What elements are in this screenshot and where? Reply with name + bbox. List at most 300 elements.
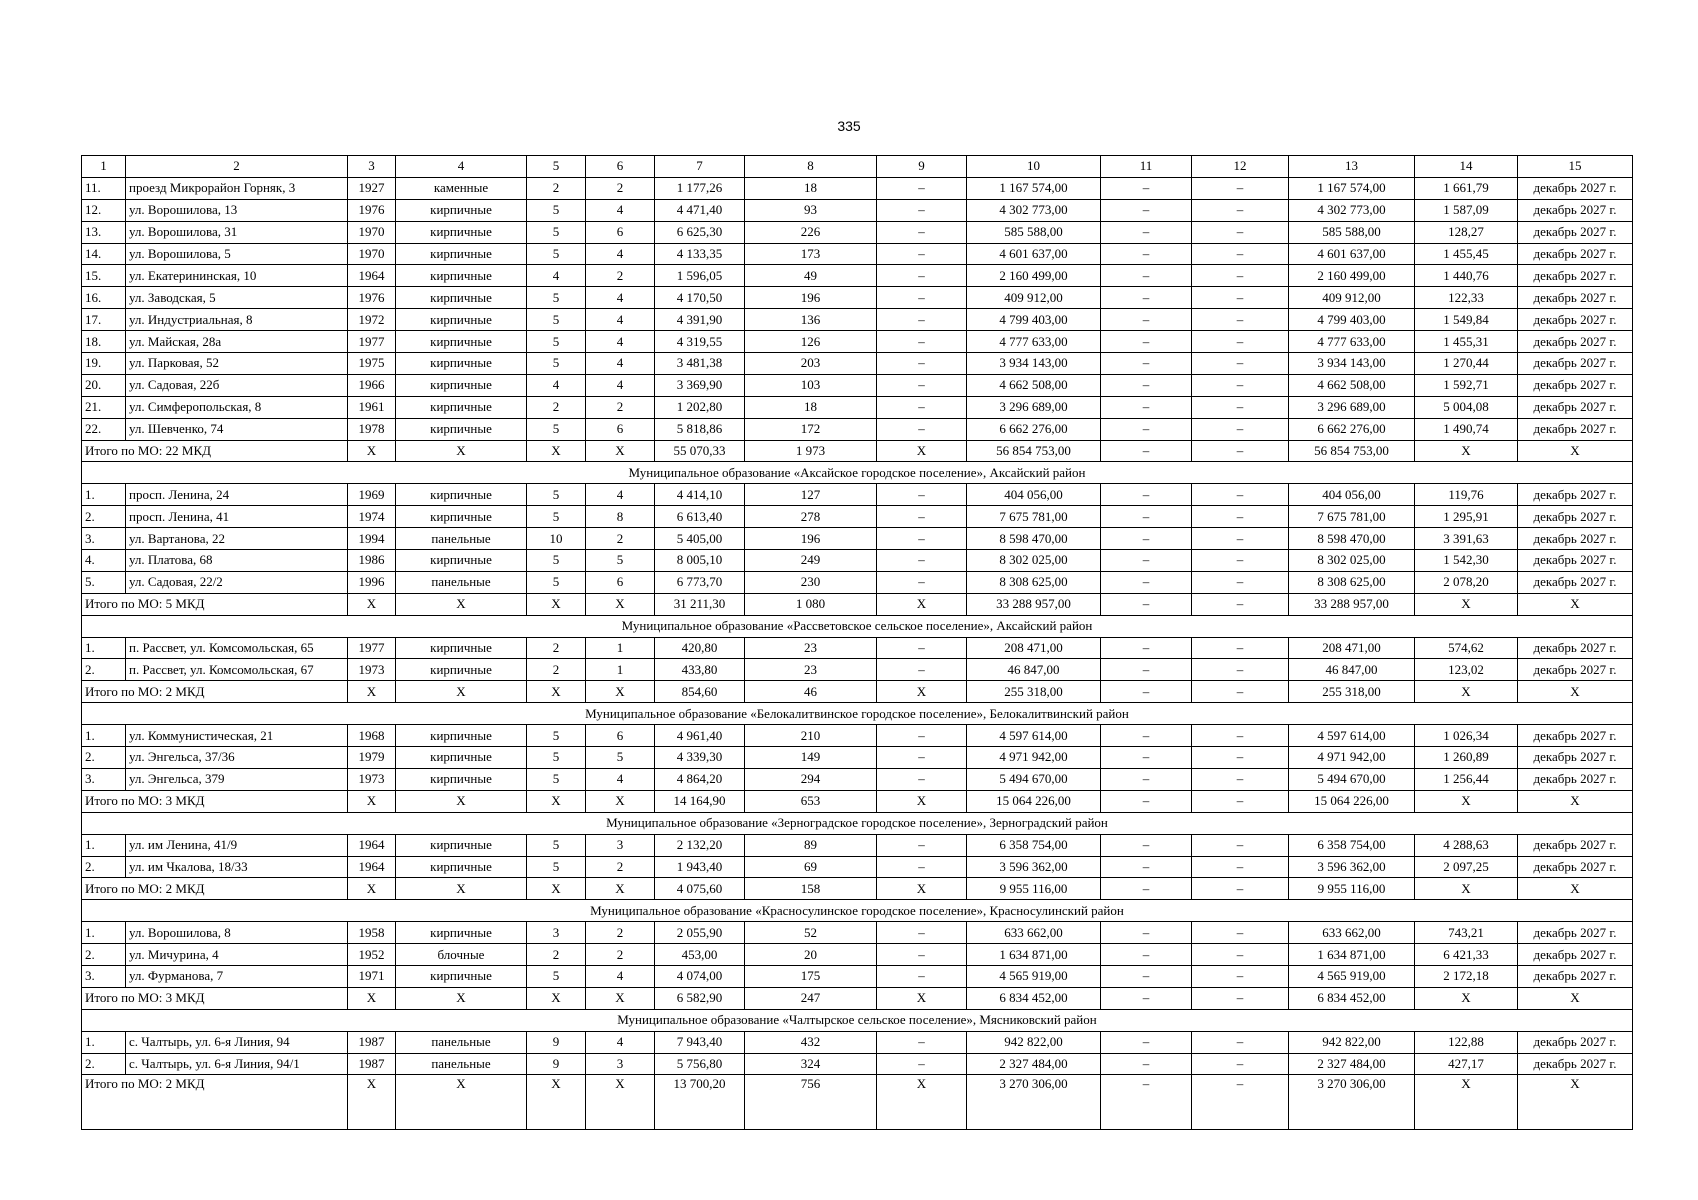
table-cell-col-7: 1 177,26 — [655, 177, 745, 199]
total-cell-col-5: X — [527, 1075, 586, 1130]
total-cell-col-8: 653 — [745, 790, 877, 812]
table-cell-col-13: 8 598 470,00 — [1289, 528, 1415, 550]
table-cell-col-13: 5 494 670,00 — [1289, 768, 1415, 790]
table-cell-col-12: – — [1192, 1031, 1289, 1053]
table-cell-col-4: кирпичные — [396, 768, 527, 790]
total-cell-col-12: – — [1192, 440, 1289, 462]
table-cell-col-15: декабрь 2027 г. — [1518, 199, 1633, 221]
table-cell-col-13: 409 912,00 — [1289, 287, 1415, 309]
table-cell-col-8: 294 — [745, 768, 877, 790]
total-label: Итого по МО: 3 МКД — [82, 987, 348, 1009]
table-cell-col-13: 3 934 143,00 — [1289, 353, 1415, 375]
table-cell-col-12: – — [1192, 506, 1289, 528]
table-cell-col-2: ул. им Ленина, 41/9 — [126, 834, 348, 856]
total-cell-col-5: X — [527, 987, 586, 1009]
table-cell-col-12: – — [1192, 396, 1289, 418]
total-cell-col-4: X — [396, 593, 527, 615]
table-cell-col-10: 8 302 025,00 — [967, 550, 1101, 572]
table-cell-col-11: – — [1101, 199, 1192, 221]
table-cell-col-14: 4 288,63 — [1415, 834, 1518, 856]
table-cell-col-2: ул. Платова, 68 — [126, 550, 348, 572]
table-cell-col-9: – — [877, 528, 967, 550]
table-cell-col-10: 4 971 942,00 — [967, 747, 1101, 769]
table-cell-col-2: ул. Энгельса, 37/36 — [126, 747, 348, 769]
table-cell-col-6: 4 — [586, 768, 655, 790]
table-cell-col-2: ул. Заводская, 5 — [126, 287, 348, 309]
total-cell-col-13: 15 064 226,00 — [1289, 790, 1415, 812]
total-cell-col-12: – — [1192, 790, 1289, 812]
table-cell-col-3: 1966 — [348, 374, 396, 396]
column-header-12: 12 — [1192, 156, 1289, 178]
table-cell-col-13: 7 675 781,00 — [1289, 506, 1415, 528]
table-cell-col-6: 4 — [586, 287, 655, 309]
table-cell-col-1: 1. — [82, 484, 126, 506]
table-cell-col-4: кирпичные — [396, 637, 527, 659]
table-cell-col-15: декабрь 2027 г. — [1518, 856, 1633, 878]
table-cell-col-11: – — [1101, 856, 1192, 878]
table-cell-col-9: – — [877, 768, 967, 790]
table-cell-col-4: кирпичные — [396, 353, 527, 375]
total-cell-col-8: 1 080 — [745, 593, 877, 615]
table-cell-col-6: 3 — [586, 1053, 655, 1075]
table-cell-col-1: 2. — [82, 944, 126, 966]
table-cell-col-15: декабрь 2027 г. — [1518, 506, 1633, 528]
table-cell-col-3: 1958 — [348, 922, 396, 944]
table-cell-col-1: 16. — [82, 287, 126, 309]
table-row — [82, 1031, 1633, 1053]
table-cell-col-8: 127 — [745, 484, 877, 506]
table-cell-col-14: 5 004,08 — [1415, 396, 1518, 418]
table-row — [82, 177, 1633, 199]
total-cell-col-9: X — [877, 987, 967, 1009]
total-cell-col-10: 33 288 957,00 — [967, 593, 1101, 615]
table-cell-col-14: 119,76 — [1415, 484, 1518, 506]
table-cell-col-9: – — [877, 418, 967, 440]
table-row — [82, 396, 1633, 418]
table-cell-col-15: декабрь 2027 г. — [1518, 725, 1633, 747]
table-cell-col-9: – — [877, 834, 967, 856]
total-cell-col-14: X — [1415, 987, 1518, 1009]
table-cell-col-4: кирпичные — [396, 396, 527, 418]
total-cell-col-5: X — [527, 878, 586, 900]
table-cell-col-14: 1 440,76 — [1415, 265, 1518, 287]
table-cell-col-13: 3 596 362,00 — [1289, 856, 1415, 878]
table-cell-col-13: 208 471,00 — [1289, 637, 1415, 659]
table-cell-col-10: 8 308 625,00 — [967, 571, 1101, 593]
table-cell-col-8: 226 — [745, 221, 877, 243]
total-cell-col-10: 3 270 306,00 — [967, 1075, 1101, 1130]
table-cell-col-3: 1964 — [348, 856, 396, 878]
municipality-heading-row — [82, 1009, 1633, 1031]
total-row — [82, 987, 1633, 1009]
table-cell-col-10: 2 160 499,00 — [967, 265, 1101, 287]
table-cell-col-7: 4 319,55 — [655, 331, 745, 353]
table-row — [82, 506, 1633, 528]
table-cell-col-12: – — [1192, 331, 1289, 353]
table-cell-col-5: 2 — [527, 637, 586, 659]
total-row — [82, 681, 1633, 703]
table-cell-col-1: 20. — [82, 374, 126, 396]
total-cell-col-8: 756 — [745, 1075, 877, 1130]
total-cell-col-15: X — [1518, 1075, 1633, 1130]
column-header-6: 6 — [586, 156, 655, 178]
table-cell-col-8: 52 — [745, 922, 877, 944]
table-cell-col-5: 5 — [527, 221, 586, 243]
column-header-8: 8 — [745, 156, 877, 178]
table-cell-col-12: – — [1192, 725, 1289, 747]
table-cell-col-11: – — [1101, 287, 1192, 309]
table-cell-col-3: 1979 — [348, 747, 396, 769]
table-cell-col-14: 2 172,18 — [1415, 965, 1518, 987]
table-cell-col-2: ул. им Чкалова, 18/33 — [126, 856, 348, 878]
table-cell-col-5: 5 — [527, 331, 586, 353]
table-cell-col-9: – — [877, 484, 967, 506]
table-row — [82, 1053, 1633, 1075]
table-cell-col-4: кирпичные — [396, 856, 527, 878]
total-row — [82, 593, 1633, 615]
table-cell-col-6: 6 — [586, 418, 655, 440]
table-cell-col-6: 2 — [586, 265, 655, 287]
total-cell-col-14: X — [1415, 593, 1518, 615]
table-cell-col-15: декабрь 2027 г. — [1518, 834, 1633, 856]
column-header-3: 3 — [348, 156, 396, 178]
table-cell-col-11: – — [1101, 484, 1192, 506]
table-cell-col-1: 15. — [82, 265, 126, 287]
table-cell-col-4: кирпичные — [396, 199, 527, 221]
table-cell-col-11: – — [1101, 418, 1192, 440]
table-cell-col-2: п. Рассвет, ул. Комсомольская, 67 — [126, 659, 348, 681]
table-cell-col-4: кирпичные — [396, 659, 527, 681]
table-cell-col-8: 432 — [745, 1031, 877, 1053]
table-cell-col-3: 1964 — [348, 834, 396, 856]
total-cell-col-10: 15 064 226,00 — [967, 790, 1101, 812]
table-cell-col-10: 5 494 670,00 — [967, 768, 1101, 790]
table-cell-col-14: 743,21 — [1415, 922, 1518, 944]
table-cell-col-15: декабрь 2027 г. — [1518, 331, 1633, 353]
table-cell-col-8: 18 — [745, 396, 877, 418]
table-row — [82, 768, 1633, 790]
table-cell-col-6: 4 — [586, 309, 655, 331]
table-row — [82, 944, 1633, 966]
table-row — [82, 199, 1633, 221]
total-cell-col-15: X — [1518, 440, 1633, 462]
table-cell-col-8: 18 — [745, 177, 877, 199]
table-cell-col-14: 122,88 — [1415, 1031, 1518, 1053]
table-cell-col-13: 6 662 276,00 — [1289, 418, 1415, 440]
table-cell-col-10: 4 777 633,00 — [967, 331, 1101, 353]
municipality-heading-row — [82, 812, 1633, 834]
table-cell-col-11: – — [1101, 944, 1192, 966]
table-cell-col-9: – — [877, 1031, 967, 1053]
table-cell-col-8: 23 — [745, 637, 877, 659]
total-cell-col-9: X — [877, 593, 967, 615]
table-cell-col-12: – — [1192, 747, 1289, 769]
table-cell-col-4: кирпичные — [396, 922, 527, 944]
table-cell-col-15: декабрь 2027 г. — [1518, 265, 1633, 287]
table-cell-col-2: ул. Парковая, 52 — [126, 353, 348, 375]
table-row — [82, 418, 1633, 440]
table-cell-col-14: 128,27 — [1415, 221, 1518, 243]
total-cell-col-15: X — [1518, 593, 1633, 615]
table-cell-col-3: 1969 — [348, 484, 396, 506]
total-cell-col-13: 6 834 452,00 — [1289, 987, 1415, 1009]
table-cell-col-15: декабрь 2027 г. — [1518, 418, 1633, 440]
table-cell-col-4: блочные — [396, 944, 527, 966]
table-cell-col-4: кирпичные — [396, 309, 527, 331]
total-cell-col-13: 56 854 753,00 — [1289, 440, 1415, 462]
table-cell-col-8: 103 — [745, 374, 877, 396]
table-cell-col-11: – — [1101, 768, 1192, 790]
table-cell-col-15: декабрь 2027 г. — [1518, 944, 1633, 966]
table-cell-col-10: 8 598 470,00 — [967, 528, 1101, 550]
total-cell-col-11: – — [1101, 440, 1192, 462]
table-cell-col-5: 3 — [527, 922, 586, 944]
table-cell-col-12: – — [1192, 199, 1289, 221]
table-cell-col-13: 1 167 574,00 — [1289, 177, 1415, 199]
total-cell-col-12: – — [1192, 681, 1289, 703]
total-cell-col-6: X — [586, 987, 655, 1009]
table-row — [82, 659, 1633, 681]
table-row — [82, 287, 1633, 309]
table-cell-col-14: 427,17 — [1415, 1053, 1518, 1075]
table-row — [82, 484, 1633, 506]
table-row — [82, 309, 1633, 331]
table-cell-col-14: 1 026,34 — [1415, 725, 1518, 747]
table-cell-col-9: – — [877, 747, 967, 769]
total-cell-col-8: 158 — [745, 878, 877, 900]
total-cell-col-11: – — [1101, 790, 1192, 812]
table-cell-col-1: 1. — [82, 922, 126, 944]
table-cell-col-9: – — [877, 177, 967, 199]
table-cell-col-1: 2. — [82, 506, 126, 528]
table-cell-col-14: 2 078,20 — [1415, 571, 1518, 593]
table-cell-col-7: 5 818,86 — [655, 418, 745, 440]
table-cell-col-7: 4 074,00 — [655, 965, 745, 987]
total-cell-col-4: X — [396, 790, 527, 812]
total-label: Итого по МО: 3 МКД — [82, 790, 348, 812]
table-cell-col-7: 6 613,40 — [655, 506, 745, 528]
table-cell-col-10: 4 799 403,00 — [967, 309, 1101, 331]
total-cell-col-15: X — [1518, 987, 1633, 1009]
table-cell-col-15: декабрь 2027 г. — [1518, 768, 1633, 790]
table-cell-col-3: 1987 — [348, 1031, 396, 1053]
table-cell-col-3: 1975 — [348, 353, 396, 375]
table-cell-col-1: 17. — [82, 309, 126, 331]
municipality-heading-row — [82, 615, 1633, 637]
table-cell-col-6: 2 — [586, 856, 655, 878]
table-cell-col-2: ул. Садовая, 22/2 — [126, 571, 348, 593]
table-cell-col-1: 18. — [82, 331, 126, 353]
table-cell-col-4: панельные — [396, 528, 527, 550]
table-cell-col-11: – — [1101, 659, 1192, 681]
table-cell-col-15: декабрь 2027 г. — [1518, 353, 1633, 375]
column-header-7: 7 — [655, 156, 745, 178]
table-cell-col-12: – — [1192, 287, 1289, 309]
table-cell-col-10: 4 662 508,00 — [967, 374, 1101, 396]
total-cell-col-14: X — [1415, 1075, 1518, 1130]
table-cell-col-6: 4 — [586, 199, 655, 221]
table-cell-col-6: 8 — [586, 506, 655, 528]
table-cell-col-15: декабрь 2027 г. — [1518, 221, 1633, 243]
table-cell-col-3: 1977 — [348, 331, 396, 353]
table-cell-col-6: 4 — [586, 965, 655, 987]
table-cell-col-10: 46 847,00 — [967, 659, 1101, 681]
municipality-heading: Муниципальное образование «Красносулинское городское поселение», Красносулинский район — [82, 900, 1633, 922]
table-cell-col-3: 1961 — [348, 396, 396, 418]
table-cell-col-2: просп. Ленина, 24 — [126, 484, 348, 506]
total-cell-col-11: – — [1101, 878, 1192, 900]
table-cell-col-8: 136 — [745, 309, 877, 331]
total-cell-col-9: X — [877, 1075, 967, 1130]
table-cell-col-5: 9 — [527, 1053, 586, 1075]
total-cell-col-9: X — [877, 440, 967, 462]
table-cell-col-11: – — [1101, 550, 1192, 572]
table-cell-col-9: – — [877, 571, 967, 593]
table-cell-col-3: 1996 — [348, 571, 396, 593]
table-cell-col-15: декабрь 2027 г. — [1518, 243, 1633, 265]
table-cell-col-12: – — [1192, 221, 1289, 243]
table-row — [82, 965, 1633, 987]
table-row — [82, 243, 1633, 265]
total-cell-col-14: X — [1415, 681, 1518, 703]
table-cell-col-13: 4 971 942,00 — [1289, 747, 1415, 769]
table-cell-col-5: 5 — [527, 418, 586, 440]
column-header-9: 9 — [877, 156, 967, 178]
total-cell-col-5: X — [527, 593, 586, 615]
table-cell-col-12: – — [1192, 265, 1289, 287]
total-cell-col-9: X — [877, 681, 967, 703]
table-cell-col-6: 6 — [586, 725, 655, 747]
total-cell-col-3: X — [348, 1075, 396, 1130]
table-cell-col-14: 1 295,91 — [1415, 506, 1518, 528]
table-cell-col-7: 1 596,05 — [655, 265, 745, 287]
total-cell-col-10: 56 854 753,00 — [967, 440, 1101, 462]
table-cell-col-4: кирпичные — [396, 725, 527, 747]
table-cell-col-9: – — [877, 287, 967, 309]
table-cell-col-2: ул. Садовая, 22б — [126, 374, 348, 396]
table-cell-col-3: 1927 — [348, 177, 396, 199]
table-cell-col-14: 1 260,89 — [1415, 747, 1518, 769]
total-row — [82, 440, 1633, 462]
table-cell-col-10: 4 597 614,00 — [967, 725, 1101, 747]
total-cell-col-3: X — [348, 790, 396, 812]
table-cell-col-10: 2 327 484,00 — [967, 1053, 1101, 1075]
table-cell-col-6: 4 — [586, 374, 655, 396]
table-cell-col-5: 4 — [527, 374, 586, 396]
table-cell-col-11: – — [1101, 528, 1192, 550]
table-cell-col-3: 1978 — [348, 418, 396, 440]
table-row — [82, 747, 1633, 769]
table-cell-col-4: кирпичные — [396, 221, 527, 243]
table-cell-col-12: – — [1192, 418, 1289, 440]
column-header-14: 14 — [1415, 156, 1518, 178]
table-cell-col-8: 126 — [745, 331, 877, 353]
table-row — [82, 221, 1633, 243]
table-cell-col-4: панельные — [396, 1031, 527, 1053]
table-cell-col-8: 172 — [745, 418, 877, 440]
total-cell-col-15: X — [1518, 878, 1633, 900]
total-cell-col-13: 255 318,00 — [1289, 681, 1415, 703]
table-cell-col-12: – — [1192, 856, 1289, 878]
total-cell-col-7: 14 164,90 — [655, 790, 745, 812]
table-cell-col-9: – — [877, 725, 967, 747]
table-cell-col-8: 69 — [745, 856, 877, 878]
table-cell-col-4: кирпичные — [396, 484, 527, 506]
table-cell-col-15: декабрь 2027 г. — [1518, 637, 1633, 659]
column-header-10: 10 — [967, 156, 1101, 178]
table-cell-col-7: 4 391,90 — [655, 309, 745, 331]
table-cell-col-9: – — [877, 353, 967, 375]
table-row — [82, 571, 1633, 593]
table-cell-col-7: 6 625,30 — [655, 221, 745, 243]
table-cell-col-4: панельные — [396, 571, 527, 593]
table-cell-col-10: 633 662,00 — [967, 922, 1101, 944]
table-cell-col-10: 409 912,00 — [967, 287, 1101, 309]
municipality-heading: Муниципальное образование «Аксайское городское поселение», Аксайский район — [82, 462, 1633, 484]
column-number-row — [82, 156, 1633, 178]
table-cell-col-14: 1 256,44 — [1415, 768, 1518, 790]
total-cell-col-5: X — [527, 790, 586, 812]
table-cell-col-12: – — [1192, 659, 1289, 681]
table-cell-col-14: 1 455,45 — [1415, 243, 1518, 265]
table-cell-col-2: ул. Ворошилова, 13 — [126, 199, 348, 221]
table-cell-col-5: 5 — [527, 550, 586, 572]
table-cell-col-1: 11. — [82, 177, 126, 199]
table-cell-col-1: 2. — [82, 659, 126, 681]
table-cell-col-9: – — [877, 199, 967, 221]
table-cell-col-13: 4 777 633,00 — [1289, 331, 1415, 353]
table-cell-col-8: 49 — [745, 265, 877, 287]
table-cell-col-14: 2 097,25 — [1415, 856, 1518, 878]
total-cell-col-13: 9 955 116,00 — [1289, 878, 1415, 900]
total-cell-col-5: X — [527, 440, 586, 462]
table-cell-col-10: 6 662 276,00 — [967, 418, 1101, 440]
table-cell-col-5: 5 — [527, 725, 586, 747]
table-cell-col-8: 89 — [745, 834, 877, 856]
table-cell-col-5: 5 — [527, 287, 586, 309]
table-cell-col-1: 3. — [82, 965, 126, 987]
table-cell-col-5: 5 — [527, 965, 586, 987]
table-cell-col-11: – — [1101, 221, 1192, 243]
table-cell-col-11: – — [1101, 331, 1192, 353]
table-cell-col-1: 2. — [82, 856, 126, 878]
table-cell-col-5: 5 — [527, 243, 586, 265]
table-cell-col-6: 3 — [586, 834, 655, 856]
municipality-heading: Муниципальное образование «Рассветовское сельское поселение», Аксайский район — [82, 615, 1633, 637]
table-cell-col-7: 2 055,90 — [655, 922, 745, 944]
table-cell-col-14: 6 421,33 — [1415, 944, 1518, 966]
table-cell-col-12: – — [1192, 374, 1289, 396]
table-cell-col-12: – — [1192, 550, 1289, 572]
table-cell-col-13: 4 799 403,00 — [1289, 309, 1415, 331]
table-cell-col-7: 420,80 — [655, 637, 745, 659]
table-cell-col-10: 1 634 871,00 — [967, 944, 1101, 966]
table-cell-col-5: 2 — [527, 944, 586, 966]
table-cell-col-10: 3 296 689,00 — [967, 396, 1101, 418]
table-cell-col-3: 1994 — [348, 528, 396, 550]
table-cell-col-2: ул. Симферопольская, 8 — [126, 396, 348, 418]
table-cell-col-5: 9 — [527, 1031, 586, 1053]
table-cell-col-7: 4 414,10 — [655, 484, 745, 506]
table-cell-col-3: 1964 — [348, 265, 396, 287]
table-cell-col-14: 1 270,44 — [1415, 353, 1518, 375]
table-cell-col-13: 404 056,00 — [1289, 484, 1415, 506]
table-cell-col-2: ул. Вартанова, 22 — [126, 528, 348, 550]
table-cell-col-1: 5. — [82, 571, 126, 593]
table-cell-col-5: 5 — [527, 506, 586, 528]
table-cell-col-5: 2 — [527, 396, 586, 418]
column-header-2: 2 — [126, 156, 348, 178]
